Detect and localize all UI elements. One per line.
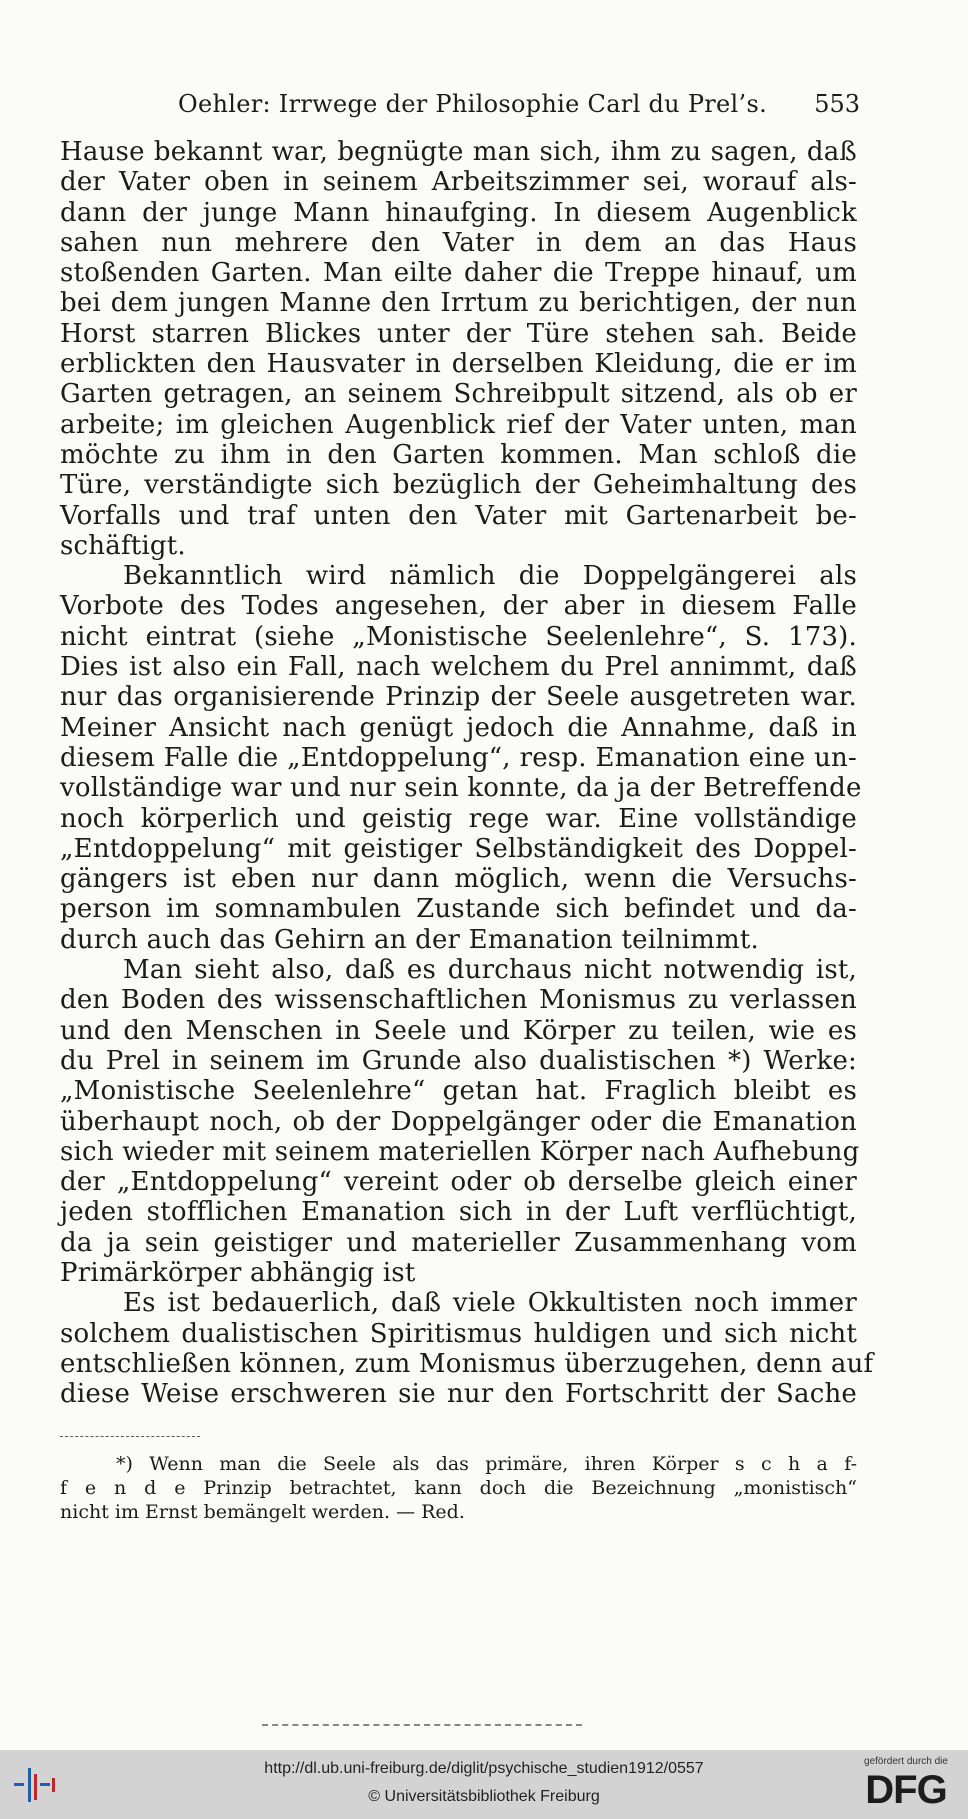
body-line: durch auch das Gehirn an der Emanation teilnimmt.: [60, 924, 760, 955]
body-line: „Entdoppelung“ mit geistiger Selbständigkeit des Doppel-: [60, 833, 857, 864]
body-line: Türe, verständigte sich bezüglich der Geheimhaltung des: [60, 470, 857, 501]
body-line: jeden stofflichen Emanation sich in der Luft verflüchtigt,: [60, 1197, 857, 1228]
body-line: Vorfalls und traf unten den Vater mit Gartenarbeit be-: [60, 500, 857, 531]
body-line: Vorbote des Todes angesehen, der aber in diesem Falle: [60, 591, 857, 622]
dfg-caption: gefördert durch die: [864, 1756, 948, 1767]
running-title: Oehler: Irrwege der Philosophie Carl du Prel’s.: [178, 90, 768, 118]
body-line: Bekanntlich wird nämlich die Doppelgängerei als: [123, 561, 857, 592]
body-line: vollständige war und nur sein konnte, da ja der Betreffende: [60, 773, 862, 804]
body-line: der „Entdoppelung“ vereint oder ob derselbe gleich einer: [60, 1167, 857, 1198]
body-line: Man sieht also, daß es durchaus nicht notwendig ist,: [123, 955, 857, 986]
body-line: der Vater oben in seinem Arbeitszimmer sei, worauf als-: [60, 167, 857, 198]
body-line: sich wieder mit seinem materiellen Körper nach Aufhebung: [60, 1136, 860, 1167]
dfg-logo: [856, 1756, 956, 1816]
permalink-url[interactable]: http://dl.ub.uni-freiburg.de/diglit/psychische_studien1912/0557: [264, 1760, 704, 1777]
body-line: person im somnambulen Zustande sich befindet und da-: [60, 894, 857, 925]
body-line: Primärkörper abhängig ist: [60, 1257, 416, 1288]
body-line: Horst starren Blickes unter der Türe stehen sah. Beide: [60, 318, 857, 349]
bottom-rule: [262, 1724, 582, 1728]
body-text: [60, 137, 874, 1410]
body-line: überhaupt noch, ob der Doppelgänger oder die Emanation: [60, 1106, 857, 1137]
body-line: solchem dualistischen Spiritismus huldigen und sich nicht: [60, 1318, 857, 1349]
body-line: bei dem jungen Manne den Irrtum zu berichtigen, der nun: [60, 288, 857, 319]
body-line: nicht eintrat (siehe „Monistische Seelenlehre“, S. 173).: [60, 621, 857, 652]
footnote: [60, 1452, 857, 1524]
footnote-line: f e n d e Prinzip betrachtet, kann doch die Bezeichnung „monistisch“: [60, 1477, 857, 1499]
footnote-line: *) Wenn man die Seele als das primäre, ihren Körper s c h a f-: [116, 1453, 857, 1475]
body-line: nur das organisierende Prinzip der Seele ausgetreten war.: [60, 682, 857, 713]
running-head: [60, 82, 860, 122]
footnote-line: nicht im Ernst bemängelt werden. — Red.: [60, 1501, 465, 1523]
page-number: 553: [814, 90, 860, 118]
body-line: erblickten den Hausvater in derselben Kleidung, die er im: [60, 349, 857, 380]
dfg-mark: DFG: [865, 1768, 947, 1812]
body-line: gängers ist eben nur dann möglich, wenn die Versuchs-: [60, 864, 857, 895]
body-line: sahen nun mehrere den Vater in dem an das Haus: [60, 227, 857, 258]
body-line: möchte zu ihm in den Garten kommen. Man schloß die: [60, 439, 857, 470]
footnote-rule: [60, 1436, 200, 1437]
body-line: und den Menschen in Seele und Körper zu teilen, wie es: [60, 1015, 857, 1046]
body-line: dann der junge Mann hinaufging. In diesem Augenblick: [60, 197, 857, 228]
body-line: Dies ist also ein Fall, nach welchem du Prel annimmt, daß: [60, 652, 857, 683]
body-line: entschließen können, zum Monismus überzugehen, denn auf: [60, 1348, 874, 1379]
body-line: Es ist bedauerlich, daß viele Okkultisten noch immer: [123, 1288, 857, 1319]
body-line: diese Weise erschweren sie nur den Fortschritt der Sache: [60, 1379, 857, 1410]
body-line: „Monistische Seelenlehre“ getan hat. Fraglich bleibt es: [60, 1076, 857, 1107]
body-line: schäftigt.: [60, 530, 186, 561]
body-line: noch körperlich und geistig rege war. Eine vollständige: [60, 803, 857, 834]
body-line: arbeite; im gleichen Augenblick rief der Vater unten, man: [60, 409, 857, 440]
body-line: diesem Falle die „Entdoppelung“, resp. Emanation eine un-: [60, 742, 857, 773]
copyright-notice: © Universitätsbibliothek Freiburg: [368, 1788, 600, 1805]
viewer-footer: [0, 1750, 968, 1819]
body-line: den Boden des wissenschaftlichen Monismus zu verlassen: [60, 985, 857, 1016]
body-line: Hause bekannt war, begnügte man sich, ihm zu sagen, daß: [60, 137, 857, 167]
body-line: du Prel in seinem im Grunde also dualistischen *) Werke:: [60, 1045, 857, 1076]
body-line: Garten getragen, an seinem Schreibpult sitzend, als ob er: [60, 379, 857, 410]
body-line: da ja sein geistiger und materieller Zusammenhang vom: [60, 1227, 857, 1258]
body-line: Meiner Ansicht nach genügt jedoch die Annahme, daß in: [60, 712, 857, 743]
body-line: stoßenden Garten. Man eilte daher die Treppe hinauf, um: [60, 258, 857, 289]
